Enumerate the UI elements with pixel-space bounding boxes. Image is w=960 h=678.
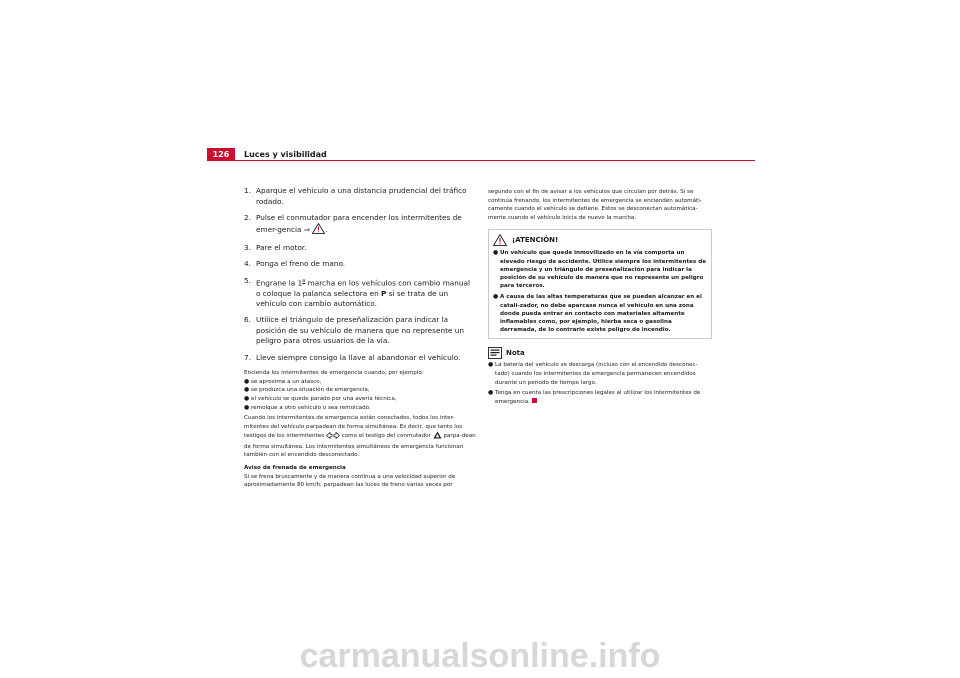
note-item (488, 389, 712, 406)
brake-paragraph: Si se frena bruscamente y de manera continua a una velocidad superior de aproximadamente 80 km/h, parpadean las luces de freno varias veces por (244, 473, 456, 489)
warning-item (493, 293, 707, 334)
step-item (244, 213, 476, 238)
note-title: Nota (506, 349, 525, 358)
turn-signal-icon (326, 432, 340, 443)
step-number: 6. (244, 315, 251, 325)
list-item-text: remolque a otro vehículo o sea remolcado. (251, 404, 371, 411)
page-number: 126 (207, 148, 235, 161)
intro-text: Encienda los intermitentes de emergencia cuando, por ejemplo: (244, 370, 424, 377)
hazard-paragraph (244, 414, 476, 460)
step-text: Ponga el freno de mano. (256, 259, 346, 269)
bullet-icon: ● (493, 293, 499, 301)
warning-triangle-icon (312, 223, 328, 238)
step-number: 4. (244, 259, 251, 269)
warning-item-text: A causa de las altas temperaturas que se pueden alcanzar en el catali-zador, no debe aparcase nunca el vehículo en una zona donde pueda entrar en contacto con materiales altamente inflamables como, por ejemplo, hierba seca o gasolina derramada, de lo contrario existe peligro de incendio. (500, 294, 702, 334)
step-text-part: Pulse el conmutador para encender los intermitentes de emer-gencia ⇒ (256, 212, 462, 235)
warning-triangle-icon (493, 234, 507, 246)
list-item (244, 386, 476, 395)
note-heading (488, 347, 712, 359)
paragraph-text: como el testigo del conmutador (341, 433, 431, 440)
bullet-icon: ● (488, 389, 494, 397)
step-text-part: Engrane la 1 (256, 277, 303, 287)
bullet-icon: ● (244, 394, 250, 402)
step-text-part: marcha en los vehículos con cambio manual o coloque la palanca selectora en (256, 277, 471, 298)
bullet-icon: ● (488, 361, 494, 369)
step-list (244, 186, 476, 363)
right-column (488, 188, 712, 406)
step-text (256, 276, 476, 310)
list-item (244, 404, 476, 413)
note-icon (488, 347, 502, 359)
watermark: carmanualsonline.info (299, 637, 661, 675)
warning-heading (493, 234, 707, 246)
bullet-icon: ● (244, 386, 250, 394)
warning-item-text: Un vehículo que quede inmovilizado en la vía comporta un elevado riesgo de accidente. Utilice siempre los intermitentes de emergencia y un triángulo de preseñalización para indicar la posición de su vehículo de manera que no represente un peligro para terceros. (500, 250, 707, 290)
list-item-text: el vehículo se quede parado por una avería técnica, (251, 395, 397, 402)
step-item (244, 276, 476, 310)
warning-item (493, 249, 707, 290)
continued-paragraph: segundo con el fin de avisar a los vehículos que circulan por detrás. Si se continúa frenando, los intermitentes de emergencia se encienden automáti-camente cuando el vehículo se detiene. Estos se desconectan automática-mente cuando el vehículo inicia de nuevo la marcha. (488, 189, 702, 221)
step-text: Pare el motor. (256, 243, 307, 253)
note-item-text: Tenga en cuenta las prescripciones legales al utilizar los intermitentes de emergencia. (495, 390, 701, 405)
step-item (244, 353, 476, 364)
end-of-section-icon (532, 398, 537, 403)
ordinal-sup: a (302, 277, 306, 284)
step-item (244, 243, 476, 254)
step-text-suffix: . (325, 225, 328, 235)
section-heading: Aviso de frenada de emergencia (244, 465, 346, 472)
step-text-part: si se trata de un vehículo con cambio automático. (256, 288, 449, 309)
step-item (244, 186, 476, 207)
bullet-icon: ● (244, 403, 250, 411)
paragraph-text: parpa-dean de forma simultánea. Los intermitentes simultáneos de emergencia funcionan también con el encendido desconectado. (244, 433, 476, 459)
list-item-text: se produzca una situación de emergencia, (251, 387, 370, 394)
warning-box (488, 229, 712, 339)
step-text: Utilice el triángulo de preseñalización para indicar la posición de su vehículo de manera que no represente un peligro para otros usuarios de la vía. (256, 315, 464, 346)
header-rule (207, 160, 755, 161)
step-text: Lleve siempre consigo la llave al abandonar el vehículo. (256, 352, 461, 362)
step-text: Aparque el vehículo a una distancia prudencial del tráfico rodado. (256, 186, 467, 206)
note-item-text: La batería del vehículo se descarga (incluso con el encendido desconec-tado) cuando los intermitentes de emergencia permanecen encendidos durante un periodo de tiempo largo. (495, 362, 698, 386)
paragraph-text: Cuando los intermitentes de emergencia están conectados, todos los inter-mitentes del vehículo parpadean de forma simultánea. Es decir, que tanto los testigos de los intermitentes (244, 415, 463, 440)
step-item (244, 315, 476, 347)
step-item (244, 259, 476, 270)
list-item (244, 378, 476, 387)
bullet-icon: ● (244, 377, 250, 385)
hazard-switch-icon (433, 431, 442, 443)
warning-title: ¡ATENCIÓN! (512, 236, 559, 245)
page-title: Luces y visibilidad (244, 150, 327, 159)
gear-p-label: P (381, 288, 387, 298)
step-text (256, 213, 476, 238)
step-number: 2. (244, 212, 251, 222)
step-number: 7. (244, 352, 251, 362)
bullet-icon: ● (493, 249, 499, 257)
example-list (244, 378, 476, 412)
list-item-text: se aproxime a un atasco, (251, 378, 322, 385)
step-number: 3. (244, 243, 251, 253)
list-item (244, 395, 476, 404)
left-column (244, 186, 476, 490)
note-item (488, 361, 712, 387)
step-number: 5. (244, 275, 251, 285)
step-number: 1. (244, 186, 251, 195)
